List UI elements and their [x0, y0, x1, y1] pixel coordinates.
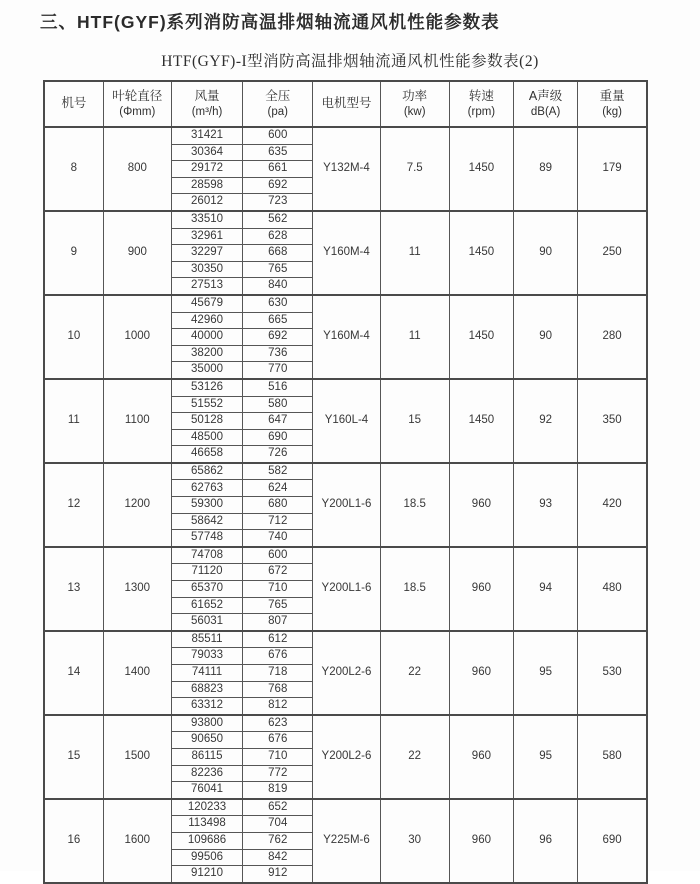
header-impeller-diameter: 叶轮直径 (Φmm)	[103, 81, 171, 127]
weight-cell: 280	[578, 295, 647, 379]
speed-cell: 1450	[449, 211, 513, 295]
total-pressure-cell: 600	[243, 547, 313, 564]
table-subtitle: HTF(GYF)-I型消防高温排烟轴流通风机性能参数表(2)	[161, 53, 539, 70]
header-air-volume: 风量 (m³/h)	[171, 81, 242, 127]
air-volume-cell: 109686	[171, 832, 242, 849]
motor-model-cell: Y200L1-6	[313, 463, 380, 547]
machine-no-cell: 10	[44, 295, 103, 379]
power-cell: 30	[380, 799, 449, 883]
total-pressure-cell: 628	[243, 228, 313, 245]
sound-level-cell: 94	[514, 547, 578, 631]
motor-model-cell: Y200L2-6	[313, 631, 380, 715]
table-row	[44, 127, 647, 144]
speed-cell: 1450	[449, 127, 513, 211]
machine-no-cell: 12	[44, 463, 103, 547]
air-volume-cell: 120233	[171, 799, 242, 816]
air-volume-cell: 30350	[171, 261, 242, 278]
weight-cell: 690	[578, 799, 647, 883]
total-pressure-cell: 723	[243, 194, 313, 211]
air-volume-cell: 74708	[171, 547, 242, 564]
power-cell: 11	[380, 211, 449, 295]
sound-level-cell: 90	[514, 211, 578, 295]
air-volume-cell: 79033	[171, 648, 242, 665]
total-pressure-cell: 676	[243, 648, 313, 665]
air-volume-cell: 63312	[171, 698, 242, 715]
air-volume-cell: 65862	[171, 463, 242, 480]
air-volume-cell: 91210	[171, 866, 242, 883]
air-volume-cell: 53126	[171, 379, 242, 396]
air-volume-cell: 51552	[171, 396, 242, 413]
total-pressure-cell: 842	[243, 849, 313, 866]
table-row	[44, 295, 647, 312]
sound-level-cell: 92	[514, 379, 578, 463]
table-row	[44, 463, 647, 480]
total-pressure-cell: 819	[243, 782, 313, 799]
total-pressure-cell: 840	[243, 278, 313, 295]
air-volume-cell: 86115	[171, 748, 242, 765]
impeller-diameter-cell: 1100	[103, 379, 171, 463]
air-volume-cell: 85511	[171, 631, 242, 648]
air-volume-cell: 35000	[171, 362, 242, 379]
total-pressure-cell: 765	[243, 597, 313, 614]
weight-cell: 350	[578, 379, 647, 463]
table-row	[44, 631, 647, 648]
total-pressure-cell: 652	[243, 799, 313, 816]
motor-model-cell: Y225M-6	[313, 799, 380, 883]
header-machine-no: 机号	[44, 81, 103, 127]
header-motor-model: 电机型号	[313, 81, 380, 127]
total-pressure-cell: 624	[243, 480, 313, 497]
weight-cell: 480	[578, 547, 647, 631]
air-volume-cell: 33510	[171, 211, 242, 228]
header-weight: 重量 (kg)	[578, 81, 647, 127]
motor-model-cell: Y160M-4	[313, 211, 380, 295]
sound-level-cell: 95	[514, 715, 578, 799]
total-pressure-cell: 704	[243, 816, 313, 833]
sound-level-cell: 96	[514, 799, 578, 883]
total-pressure-cell: 770	[243, 362, 313, 379]
power-cell: 11	[380, 295, 449, 379]
total-pressure-cell: 672	[243, 564, 313, 581]
motor-model-cell: Y200L2-6	[313, 715, 380, 799]
sound-level-cell: 93	[514, 463, 578, 547]
total-pressure-cell: 726	[243, 446, 313, 463]
air-volume-cell: 50128	[171, 413, 242, 430]
table-body	[44, 127, 647, 883]
power-cell: 18.5	[380, 463, 449, 547]
air-volume-cell: 29172	[171, 161, 242, 178]
power-cell: 22	[380, 631, 449, 715]
air-volume-cell: 30364	[171, 144, 242, 161]
speed-cell: 960	[449, 547, 513, 631]
total-pressure-cell: 692	[243, 177, 313, 194]
header-speed: 转速 (rpm)	[449, 81, 513, 127]
air-volume-cell: 58642	[171, 513, 242, 530]
table-row	[44, 547, 647, 564]
total-pressure-cell: 635	[243, 144, 313, 161]
weight-cell: 250	[578, 211, 647, 295]
machine-no-cell: 16	[44, 799, 103, 883]
speed-cell: 960	[449, 715, 513, 799]
air-volume-cell: 40000	[171, 329, 242, 346]
total-pressure-cell: 762	[243, 832, 313, 849]
air-volume-cell: 42960	[171, 312, 242, 329]
speed-cell: 1450	[449, 295, 513, 379]
air-volume-cell: 46658	[171, 446, 242, 463]
total-pressure-cell: 612	[243, 631, 313, 648]
machine-no-cell: 15	[44, 715, 103, 799]
total-pressure-cell: 736	[243, 345, 313, 362]
power-cell: 22	[380, 715, 449, 799]
air-volume-cell: 59300	[171, 497, 242, 514]
machine-no-cell: 9	[44, 211, 103, 295]
air-volume-cell: 56031	[171, 614, 242, 631]
motor-model-cell: Y200L1-6	[313, 547, 380, 631]
table-row	[44, 379, 647, 396]
machine-no-cell: 13	[44, 547, 103, 631]
total-pressure-cell: 600	[243, 127, 313, 144]
total-pressure-cell: 690	[243, 429, 313, 446]
header-power: 功率 (kw)	[380, 81, 449, 127]
sound-level-cell: 95	[514, 631, 578, 715]
weight-cell: 179	[578, 127, 647, 211]
air-volume-cell: 99506	[171, 849, 242, 866]
impeller-diameter-cell: 1000	[103, 295, 171, 379]
speed-cell: 1450	[449, 379, 513, 463]
impeller-diameter-cell: 1300	[103, 547, 171, 631]
motor-model-cell: Y160L-4	[313, 379, 380, 463]
sound-level-cell: 89	[514, 127, 578, 211]
total-pressure-cell: 718	[243, 665, 313, 682]
page-title: 三、HTF(GYF)系列消防高温排烟轴流通风机性能参数表	[40, 12, 500, 32]
air-volume-cell: 65370	[171, 581, 242, 598]
total-pressure-cell: 807	[243, 614, 313, 631]
table-row	[44, 715, 647, 732]
fan-parameters-table	[43, 80, 648, 884]
weight-cell: 530	[578, 631, 647, 715]
machine-no-cell: 11	[44, 379, 103, 463]
power-cell: 7.5	[380, 127, 449, 211]
total-pressure-cell: 562	[243, 211, 313, 228]
speed-cell: 960	[449, 463, 513, 547]
weight-cell: 420	[578, 463, 647, 547]
total-pressure-cell: 712	[243, 513, 313, 530]
total-pressure-cell: 582	[243, 463, 313, 480]
air-volume-cell: 32961	[171, 228, 242, 245]
air-volume-cell: 62763	[171, 480, 242, 497]
total-pressure-cell: 772	[243, 765, 313, 782]
table-row	[44, 799, 647, 816]
total-pressure-cell: 630	[243, 295, 313, 312]
header-total-pressure: 全压 (pa)	[243, 81, 313, 127]
air-volume-cell: 71120	[171, 564, 242, 581]
power-cell: 18.5	[380, 547, 449, 631]
power-cell: 15	[380, 379, 449, 463]
air-volume-cell: 26012	[171, 194, 242, 211]
total-pressure-cell: 768	[243, 681, 313, 698]
air-volume-cell: 28598	[171, 177, 242, 194]
total-pressure-cell: 710	[243, 748, 313, 765]
impeller-diameter-cell: 1500	[103, 715, 171, 799]
air-volume-cell: 38200	[171, 345, 242, 362]
speed-cell: 960	[449, 799, 513, 883]
total-pressure-cell: 680	[243, 497, 313, 514]
total-pressure-cell: 765	[243, 261, 313, 278]
total-pressure-cell: 516	[243, 379, 313, 396]
air-volume-cell: 68823	[171, 681, 242, 698]
impeller-diameter-cell: 1200	[103, 463, 171, 547]
machine-no-cell: 14	[44, 631, 103, 715]
speed-cell: 960	[449, 631, 513, 715]
air-volume-cell: 90650	[171, 732, 242, 749]
air-volume-cell: 93800	[171, 715, 242, 732]
air-volume-cell: 113498	[171, 816, 242, 833]
table-row	[44, 211, 647, 228]
total-pressure-cell: 912	[243, 866, 313, 883]
impeller-diameter-cell: 900	[103, 211, 171, 295]
impeller-diameter-cell: 1400	[103, 631, 171, 715]
air-volume-cell: 45679	[171, 295, 242, 312]
table-header-row	[44, 81, 647, 127]
air-volume-cell: 31421	[171, 127, 242, 144]
air-volume-cell: 32297	[171, 245, 242, 262]
total-pressure-cell: 676	[243, 732, 313, 749]
air-volume-cell: 48500	[171, 429, 242, 446]
sound-level-cell: 90	[514, 295, 578, 379]
motor-model-cell: Y160M-4	[313, 295, 380, 379]
total-pressure-cell: 623	[243, 715, 313, 732]
air-volume-cell: 27513	[171, 278, 242, 295]
impeller-diameter-cell: 800	[103, 127, 171, 211]
total-pressure-cell: 580	[243, 396, 313, 413]
weight-cell: 580	[578, 715, 647, 799]
total-pressure-cell: 740	[243, 530, 313, 547]
total-pressure-cell: 812	[243, 698, 313, 715]
total-pressure-cell: 710	[243, 581, 313, 598]
air-volume-cell: 61652	[171, 597, 242, 614]
air-volume-cell: 76041	[171, 782, 242, 799]
air-volume-cell: 82236	[171, 765, 242, 782]
impeller-diameter-cell: 1600	[103, 799, 171, 883]
total-pressure-cell: 668	[243, 245, 313, 262]
total-pressure-cell: 692	[243, 329, 313, 346]
total-pressure-cell: 647	[243, 413, 313, 430]
machine-no-cell: 8	[44, 127, 103, 211]
air-volume-cell: 57748	[171, 530, 242, 547]
total-pressure-cell: 661	[243, 161, 313, 178]
motor-model-cell: Y132M-4	[313, 127, 380, 211]
total-pressure-cell: 665	[243, 312, 313, 329]
air-volume-cell: 74111	[171, 665, 242, 682]
header-sound-level: A声级 dB(A)	[514, 81, 578, 127]
